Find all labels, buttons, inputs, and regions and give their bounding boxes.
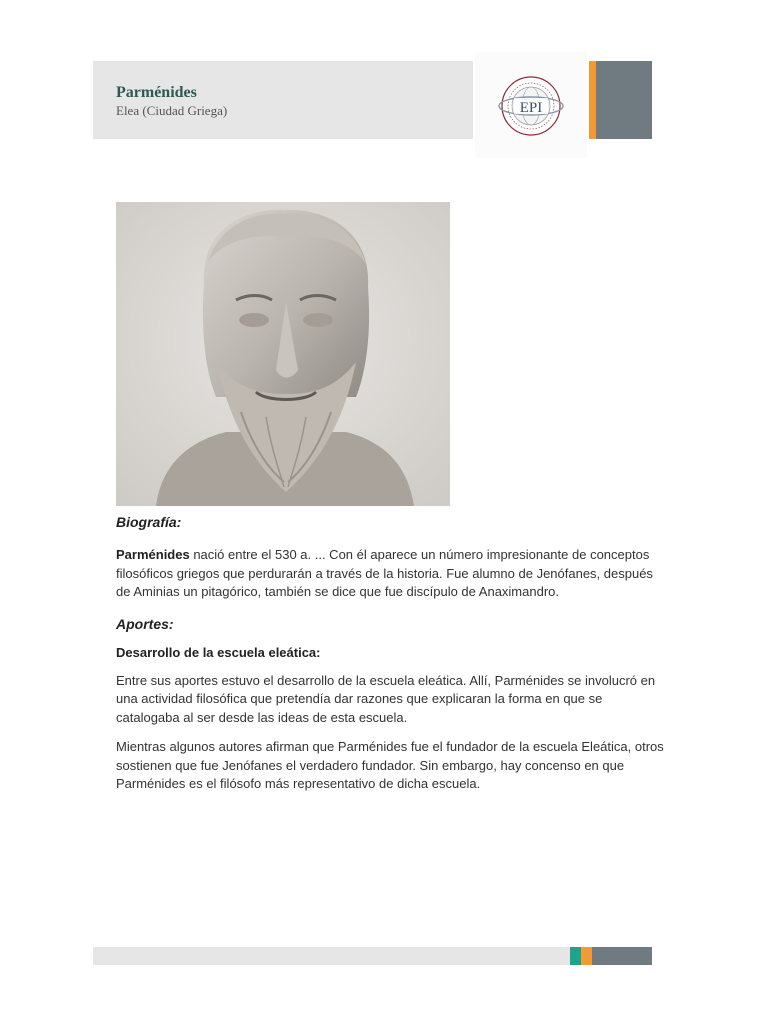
contributions-paragraph-1: Entre sus aportes estuvo el desarrollo de la escuela eleática. Allí, Parménides se involucró en una actividad filosófica que pretendía dar razones que explicaran la forma en que se catalogaba al ser desde las ideas de esta escuela. <box>116 672 656 725</box>
footer-accent-orange <box>581 947 592 965</box>
logo-text: EPI <box>519 100 543 116</box>
header-accent-gray <box>596 61 652 139</box>
page-title: Parménides <box>116 84 197 101</box>
logo-area <box>475 52 587 158</box>
marble-bust-image <box>116 202 450 506</box>
contributions-paragraph-2: Mientras algunos autores afirman que Parménides fue el fundador de la escuela Eleática, otros sostienen que fue Jenófanes el verdadero fundador. Sin embargo, hay concenso en que Parménides es el filósofo más representativo de dicha escuela. <box>116 739 664 791</box>
page-subtitle: Elea (Ciudad Griega) <box>116 103 228 118</box>
content-body <box>116 512 664 794</box>
contributions-subheading: Desarrollo de la escuela eleática: <box>116 644 321 660</box>
biography-name: Parménides <box>116 547 190 562</box>
header-panel <box>93 61 473 139</box>
footer-bar <box>93 947 570 965</box>
globe-emblem-icon <box>497 73 565 139</box>
footer-accent-teal <box>570 947 581 965</box>
footer-accent-gray <box>592 947 652 965</box>
biography-heading: Biografía: <box>116 514 182 530</box>
parmenides-bust-image <box>116 202 450 506</box>
header-accent-orange <box>589 61 596 139</box>
contributions-heading: Aportes: <box>116 615 174 632</box>
biography-text: nació entre el 530 a. ... Con él aparece un número impresionante de conceptos filosóficos griegos que perdurarán a través de la historia. Fue alumno de Jenófanes, después de Aminias un pitagórico, también se dice que fue discípulo de Anaximandro. <box>116 547 653 599</box>
biography-paragraph <box>116 546 664 602</box>
